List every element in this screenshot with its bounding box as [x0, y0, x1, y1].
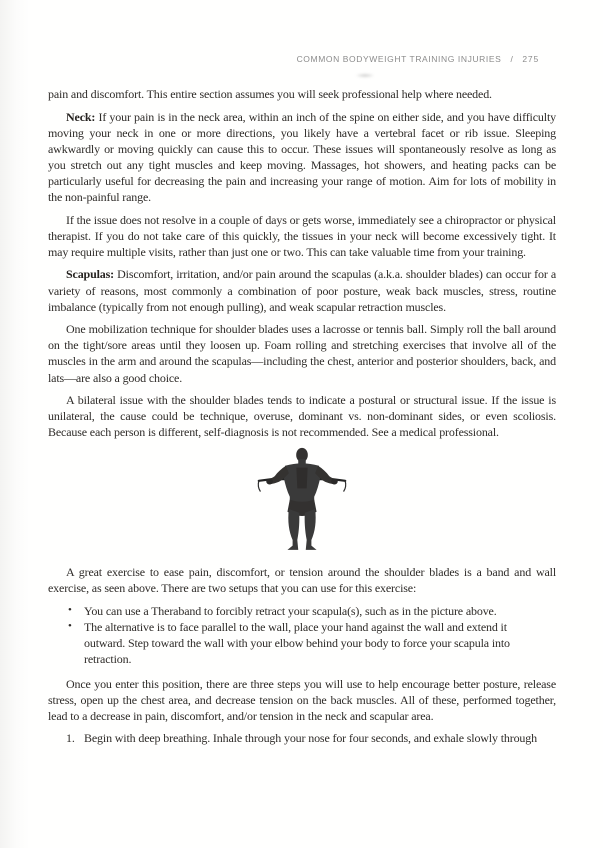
paragraph-bilateral: [48, 392, 556, 440]
exercise-figure: [48, 447, 556, 559]
running-header-separator: /: [510, 54, 514, 64]
paragraph-scapulas-text: Discomfort, irritation, and/or pain around the scapulas (a.k.a. shoulder blades) can occur for a variety of reasons, most commonly a combination of poor posture, weak back muscles, stress, routine imbalance (typically from not enough pulling), and weak scapular retraction muscles.: [48, 267, 556, 314]
bullet-text: You can use a Theraband to forcibly retract your scapula(s), such as in the picture above.: [84, 603, 497, 618]
paragraph-neck: [48, 109, 556, 206]
band-retraction-figure-image: [255, 447, 349, 555]
paragraph-position-steps-text: Once you enter this position, there are three steps you will use to help encourage better posture, release stress, open up the chest area, and decrease tension on the back muscles. All of these, performed together, lead to a decrease in pain, discomfort, and/or tension in the neck and scapular area.: [48, 676, 556, 723]
page-number: 275: [522, 54, 539, 64]
paragraph-band-exercise: [48, 564, 556, 596]
list-item: [68, 619, 526, 667]
paragraph-bilateral-text: A bilateral issue with the shoulder blades tends to indicate a postural or structural issue. If the issue is unilateral, the cause could be technique, overuse, dominant vs. non-dominant sides, or even scoliosis. Because each person is different, self-diagnosis is not recommended. See a medical professional.: [48, 393, 556, 440]
page-body: [48, 86, 556, 746]
list-item: [66, 730, 556, 746]
paragraph-neck-followup-text: If the issue does not resolve in a couple of days or gets worse, immediately see a chiropractor or physical therapist. If you do not take care of this quickly, the tissues in your neck will become excessively tight. It may require multiple visits, rather than just one or two. This can take valuable time from your training.: [48, 212, 556, 259]
list-item: [68, 603, 526, 619]
paragraph-scapulas: [48, 266, 556, 314]
paragraph-mobilization-text: One mobilization technique for shoulder blades uses a lacrosse or tennis ball. Simply roll the ball around on the tight/sore areas until they loosen up. Foam rolling and stretching exercises that involve all of the muscles in the arm and around the scapulas—including the chest, anterior and posterior shoulders, back, and lats—are also a good choice.: [48, 322, 556, 385]
bullet-text: The alternative is to face parallel to the wall, place your hand against the wall and extend it outward. Step toward the wall with your elbow behind your body to force your scapula into retraction.: [84, 620, 510, 667]
paragraph-neck-lead: Neck:: [66, 109, 96, 124]
paragraph-neck-text: If your pain is in the neck area, within an inch of the spine on either side, and you have difficulty moving your neck in one or more directions, you likely have a vertebral facet or rib issue. Sleeping awkwardly or moving quickly can cause this to occur. These issues will spontaneously resolve as long as you stretch out any tight muscles and keep moving. Massages, hot showers, and heating packs can be particularly useful for decreasing the pain and increasing your range of motion. Aim for lots of mobility in the non-painful range.: [48, 109, 556, 205]
paragraph-mobilization: [48, 321, 556, 385]
running-header: [48, 54, 539, 64]
running-header-title: COMMON BODYWEIGHT TRAINING INJURIES: [296, 54, 502, 64]
paragraph-neck-followup: [48, 212, 556, 260]
paragraph-band-exercise-text: A great exercise to ease pain, discomfort, or tension around the shoulder blades is a band and wall exercise, as seen above. There are two setups that you can use for this exercise:: [48, 564, 556, 596]
paragraph-scapulas-lead: Scapulas:: [66, 267, 114, 282]
numbered-text: Begin with deep breathing. Inhale through your nose for four seconds, and exhale slowly through: [84, 731, 537, 746]
setup-bullet-list: [48, 603, 556, 668]
list-number: 1.: [66, 731, 75, 746]
bullet-icon: •: [68, 620, 72, 633]
paragraph-intro: pain and discomfort. This entire section assumes you will seek professional help where needed.: [48, 87, 492, 101]
scan-artifact: [355, 73, 375, 78]
paragraph-position-steps: [48, 676, 556, 724]
steps-numbered-list: [48, 730, 556, 746]
bullet-icon: •: [68, 603, 72, 616]
